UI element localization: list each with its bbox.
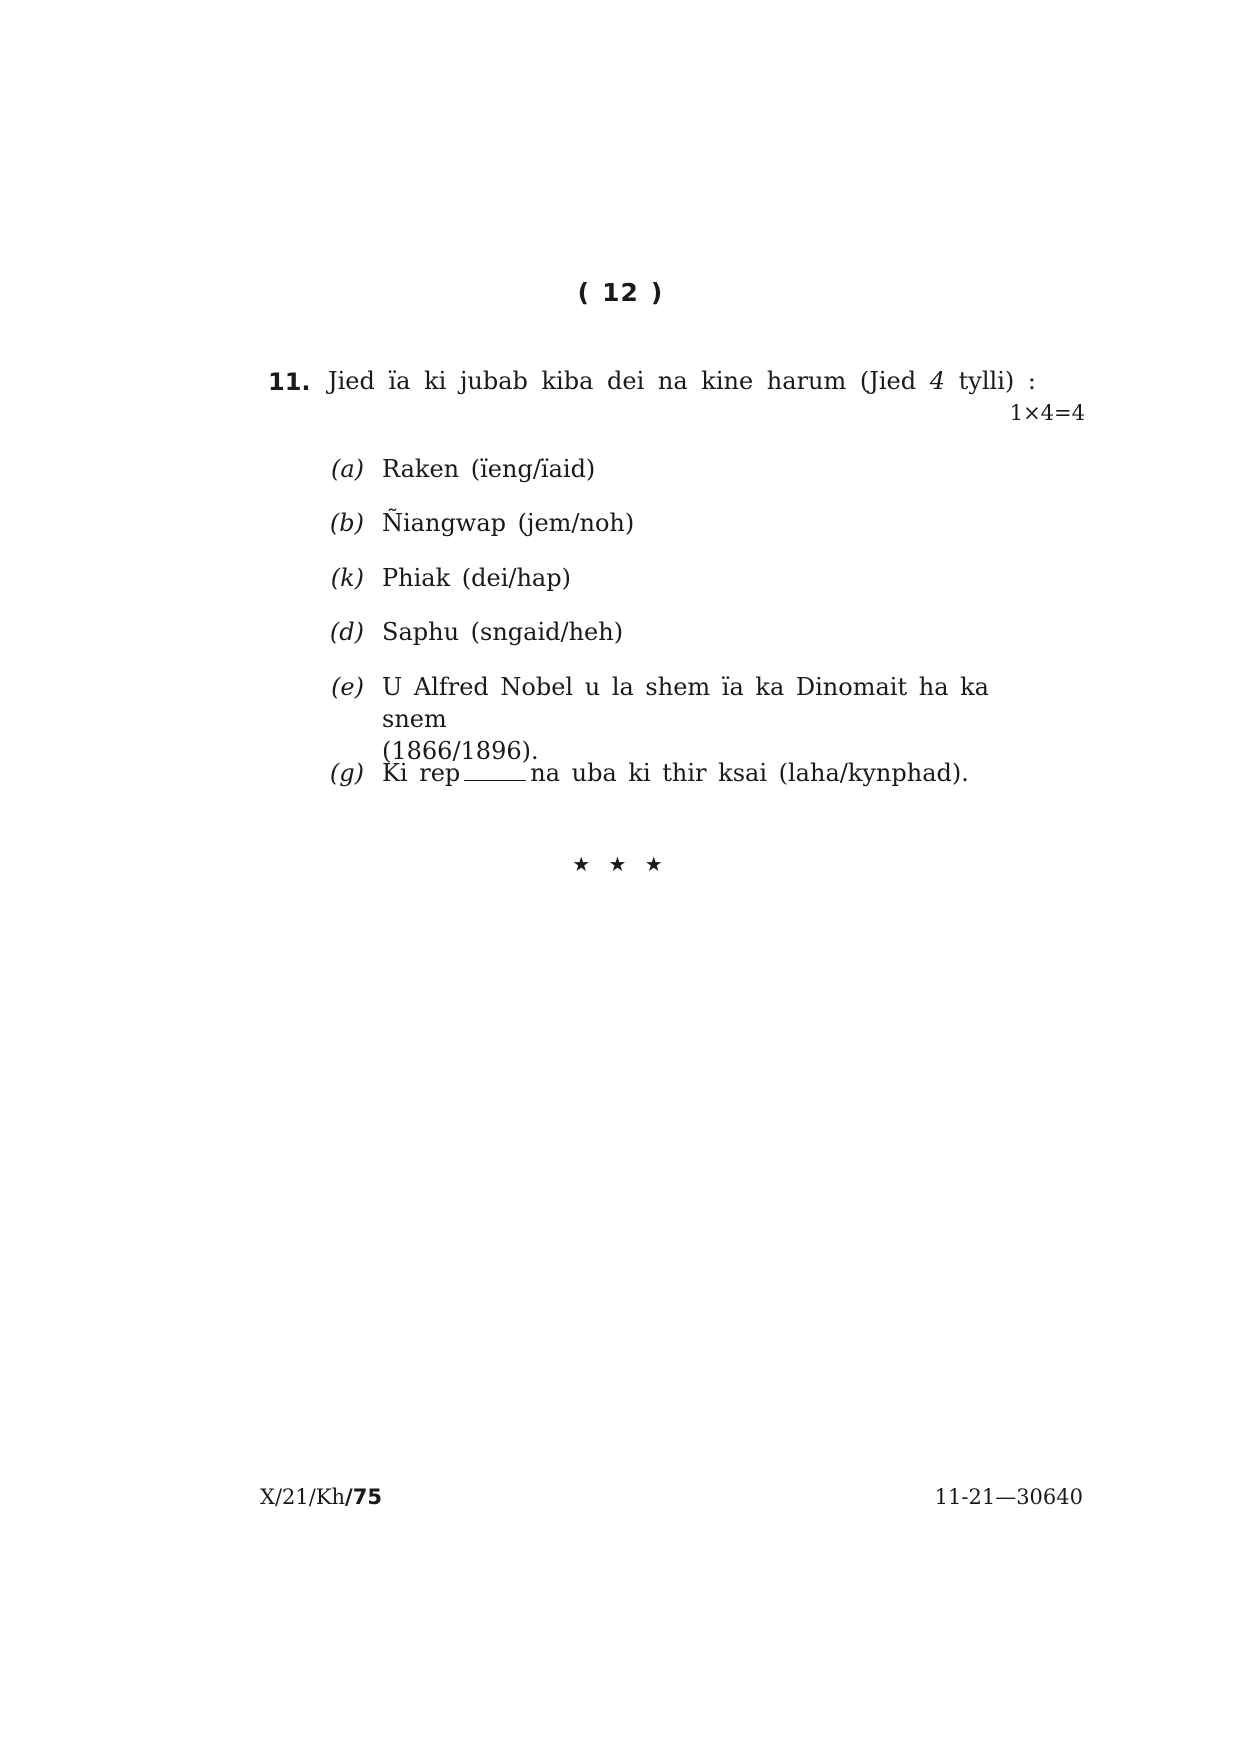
item-text-after: na uba ki thir ksai (laha/kynphad). [530, 759, 969, 787]
fill-in-blank [464, 758, 526, 781]
question-text-after: tylli) : [945, 367, 1036, 395]
page-number-close-paren: ) [650, 278, 664, 307]
question-marks: 1×4=4 [1009, 401, 1085, 425]
item-text: Saphu (sngaid/heh) [382, 618, 624, 646]
footer-serial: 11-21—30640 [934, 1485, 1083, 1509]
item-label: (e) [331, 673, 364, 701]
item-text-line1: U Alfred Nobel u la shem ïa ka Dinomait ha ka snem [382, 673, 989, 733]
item-label: (b) [329, 509, 364, 537]
page-number-value: 12 [602, 278, 639, 307]
page-number [0, 278, 1241, 307]
question-text [328, 367, 1036, 395]
item-text [382, 671, 1062, 767]
page-number-open-paren: ( [577, 278, 591, 307]
footer-code-prefix: X/21/Kh [260, 1485, 346, 1509]
item-label: (k) [330, 564, 364, 592]
item-text: Raken (ïeng/ïaid) [382, 455, 596, 483]
item-text: Phiak (dei/hap) [382, 564, 571, 592]
item-text: Ñiangwap (jem/noh) [382, 509, 635, 537]
question-number: 11. [268, 368, 311, 396]
item-label: (d) [329, 618, 364, 646]
footer-code-suffix: /75 [345, 1485, 382, 1509]
question-text-before: Jied ïa ki jubab kiba dei na kine harum (Jied [328, 367, 930, 395]
item-text-line2: (1866/1896). [382, 737, 539, 765]
question-text-count: 4 [929, 367, 946, 395]
end-marker-stars: ★ ★ ★ [572, 852, 669, 876]
item-label: (g) [329, 759, 364, 787]
item-text-before: Ki rep [382, 759, 461, 787]
item-label: (a) [330, 455, 364, 483]
item-text [382, 757, 1062, 789]
footer-paper-code [260, 1485, 382, 1509]
